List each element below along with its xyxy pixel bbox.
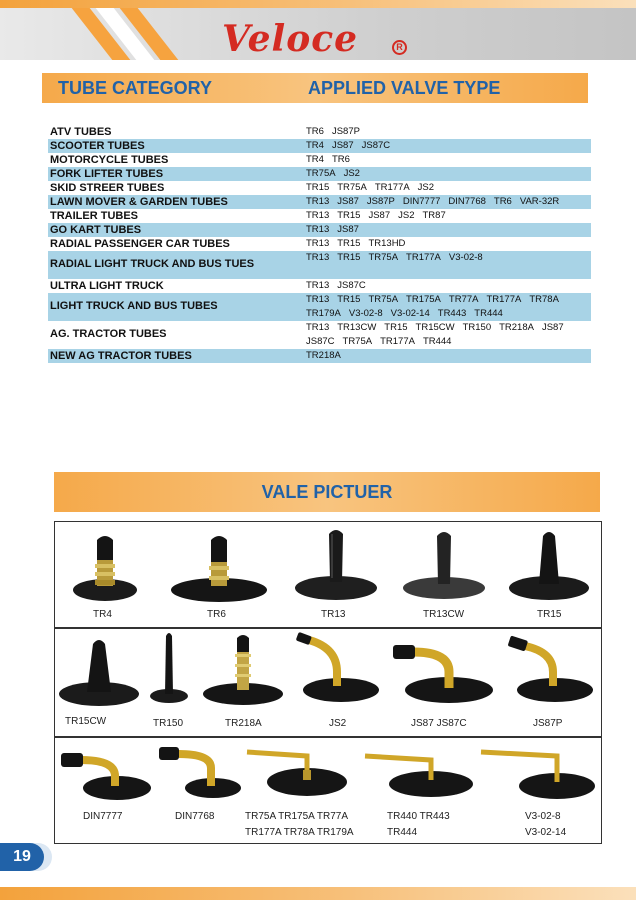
valve-type: TR6 — [331, 154, 350, 165]
valve-type: JS87C — [361, 140, 391, 151]
valve-type: JS87P — [331, 126, 360, 137]
registered-mark: R — [392, 40, 407, 55]
valve-type: DIN7768 — [448, 196, 486, 207]
valve-label: TR6 — [207, 609, 226, 620]
valve-label: V3-02-8 — [525, 811, 561, 822]
valve-list — [306, 139, 589, 153]
valve-type: TR177A — [406, 252, 441, 263]
valve-type: JS87 — [337, 224, 359, 235]
valve-type: TR13 — [306, 322, 330, 333]
table-row — [48, 153, 591, 167]
valve-list — [306, 321, 589, 349]
valve-label: TR4 — [93, 609, 112, 620]
table-header — [42, 73, 588, 103]
valve-type: TR15CW — [415, 322, 455, 333]
valve-tr6-icon — [171, 532, 267, 604]
table-row — [48, 237, 591, 251]
valve-list — [306, 237, 589, 251]
valve-type: TR75A — [368, 252, 399, 263]
valve-label: JS87P — [533, 718, 563, 729]
category-column-header: TUBE CATEGORY — [58, 78, 213, 98]
valve-type: JS2 — [343, 168, 360, 179]
grid-divider — [55, 736, 601, 738]
valve-picture-grid — [54, 521, 602, 844]
tube-category: LIGHT TRUCK AND BUS TUBES — [50, 300, 218, 312]
valve-type: TR13 — [306, 238, 330, 249]
valve-type: TR6 — [493, 196, 512, 207]
valve-type: TR175A — [406, 294, 441, 305]
valve-js87p-icon — [507, 632, 593, 706]
valve-type: JS87 — [331, 140, 354, 151]
valve-type: DIN7777 — [402, 196, 441, 207]
valve-type: V3-02-8 — [348, 308, 383, 319]
valve-label: JS2 — [329, 718, 347, 729]
valve-label: DIN7768 — [175, 811, 215, 822]
valve-type: V3-02-14 — [390, 308, 430, 319]
table-row — [48, 195, 591, 209]
valve-list — [306, 251, 589, 265]
valve-label: TR15CW — [65, 716, 107, 727]
valve-type: TR75A — [337, 182, 367, 193]
table-row — [48, 181, 591, 195]
tube-category: RADIAL PASSENGER CAR TUBES — [50, 238, 230, 250]
valve-type: TR75A — [306, 168, 336, 179]
tube-category: FORK LIFTER TUBES — [50, 168, 164, 180]
valve-list — [306, 349, 589, 363]
table-row — [48, 349, 591, 363]
valve-type: TR443 — [437, 308, 467, 319]
brand-logo: Veloce — [222, 18, 359, 60]
valve-column-header: APPLIED VALVE TYPE — [308, 78, 501, 98]
tube-category: TRAILER TUBES — [50, 210, 138, 222]
valve-type: TR218A — [499, 322, 534, 333]
valve-type: TR444 — [474, 308, 503, 319]
valve-js87-icon — [391, 638, 495, 706]
valve-type: JS2 — [398, 210, 415, 221]
valve-type: TR13 — [306, 280, 330, 291]
valve-tr218a-icon — [203, 630, 283, 708]
valve-label: TR13 — [321, 609, 346, 620]
valve-type: TR15 — [337, 238, 361, 249]
valve-label: TR13CW — [423, 609, 465, 620]
page-number: 19 — [0, 843, 44, 871]
tube-category: SCOOTER TUBES — [50, 140, 145, 152]
valve-type: TR78A — [529, 294, 559, 305]
valve-label: TR75A TR175A TR77A — [245, 811, 349, 822]
valve-list — [306, 195, 589, 209]
valve-tr15cw-icon — [59, 632, 139, 708]
tube-category: ATV TUBES — [50, 126, 112, 138]
top-accent-band — [0, 0, 636, 8]
valve-v3-icon — [475, 744, 599, 804]
table-row — [48, 279, 591, 293]
valve-type: TR13 — [306, 196, 330, 207]
valve-din7777-icon — [59, 748, 151, 802]
valve-type: TR218A — [306, 350, 341, 361]
valve-type: VAR-32R — [519, 196, 560, 207]
table-row — [48, 209, 591, 223]
tube-category: RADIAL LIGHT TRUCK AND BUS TUES — [50, 258, 255, 270]
valve-type: TR6 — [306, 126, 324, 137]
valve-label: TR150 — [153, 718, 184, 729]
valve-list — [306, 181, 589, 195]
valve-type: TR15 — [337, 294, 361, 305]
valve-label: JS87 JS87C — [411, 718, 467, 729]
valve-type: TR4 — [306, 154, 324, 165]
tube-category: GO KART TUBES — [50, 224, 142, 236]
valve-list — [306, 279, 589, 293]
valve-type: TR13 — [306, 252, 330, 263]
valve-list — [306, 153, 589, 167]
valve-type: TR179A — [306, 308, 341, 319]
table-row — [48, 293, 591, 321]
valve-type: JS87P — [366, 196, 395, 207]
valve-label: TR440 TR443 — [387, 811, 450, 822]
valve-list — [306, 293, 589, 321]
valve-din7768-icon — [157, 744, 243, 802]
valve-type: TR77A — [448, 294, 479, 305]
tube-category: AG. TRACTOR TUBES — [50, 328, 167, 340]
valve-tr75a-icon — [239, 744, 351, 798]
valve-type: TR13HD — [368, 238, 406, 249]
valve-type: JS87 — [368, 210, 391, 221]
valve-tr440-icon — [359, 748, 475, 802]
valve-label: TR444 — [387, 827, 418, 838]
valve-label: TR177A TR78A TR179A — [245, 827, 354, 838]
tube-category: NEW AG TRACTOR TUBES — [50, 350, 192, 362]
valve-type: TR15 — [337, 210, 361, 221]
valve-type: TR13 — [306, 210, 330, 221]
valve-type: TR13CW — [337, 322, 377, 333]
table-row — [48, 321, 591, 349]
valve-list — [306, 167, 589, 181]
valve-type: JS87C — [337, 280, 366, 291]
valve-tr15-icon — [509, 526, 589, 602]
valve-type: TR177A — [486, 294, 522, 305]
valve-label: TR15 — [537, 609, 562, 620]
valve-type: TR15 — [384, 322, 408, 333]
table-row — [48, 167, 591, 181]
valve-type: TR177A — [374, 182, 410, 193]
valve-type: TR75A — [342, 336, 373, 347]
picture-section-header — [54, 472, 600, 512]
valve-type: TR15 — [337, 252, 361, 263]
table-row — [48, 223, 591, 237]
table-row — [48, 139, 591, 153]
valve-label: TR218A — [225, 718, 262, 729]
valve-label: V3-02-14 — [525, 827, 567, 838]
valve-list — [306, 125, 589, 139]
valve-tr150-icon — [149, 630, 189, 708]
tube-category: SKID STREER TUBES — [50, 182, 165, 194]
valve-type: JS87C — [306, 336, 335, 347]
valve-type: TR13 — [306, 224, 330, 235]
valve-type: TR444 — [422, 336, 452, 347]
table-row — [48, 125, 591, 139]
valve-tr13cw-icon — [403, 528, 485, 602]
valve-type: TR150 — [462, 322, 492, 333]
valve-type: TR87 — [422, 210, 446, 221]
table-row — [48, 251, 591, 279]
tube-category: MOTORCYCLE TUBES — [50, 154, 169, 166]
valve-type: JS87 — [337, 196, 359, 207]
valve-type: TR177A — [380, 336, 415, 347]
valve-type: TR15 — [306, 182, 330, 193]
valve-tr13-icon — [295, 526, 377, 604]
tube-category: ULTRA LIGHT TRUCK — [50, 280, 164, 292]
valve-type: TR75A — [368, 294, 399, 305]
valve-list — [306, 223, 589, 237]
valve-tr4-icon — [73, 530, 137, 606]
valve-label: DIN7777 — [83, 811, 123, 822]
valve-type: JS87 — [541, 322, 564, 333]
bottom-accent-band — [0, 887, 636, 900]
valve-type: JS2 — [417, 182, 435, 193]
valve-js2-icon — [295, 628, 381, 708]
tube-category: LAWN MOVER & GARDEN TUBES — [50, 196, 228, 208]
valve-list — [306, 209, 589, 223]
valve-type: V3-02-8 — [448, 252, 483, 263]
valve-type: TR4 — [306, 140, 324, 151]
valve-type: TR13 — [306, 294, 330, 305]
picture-section-title: VALE PICTUER — [261, 482, 393, 502]
